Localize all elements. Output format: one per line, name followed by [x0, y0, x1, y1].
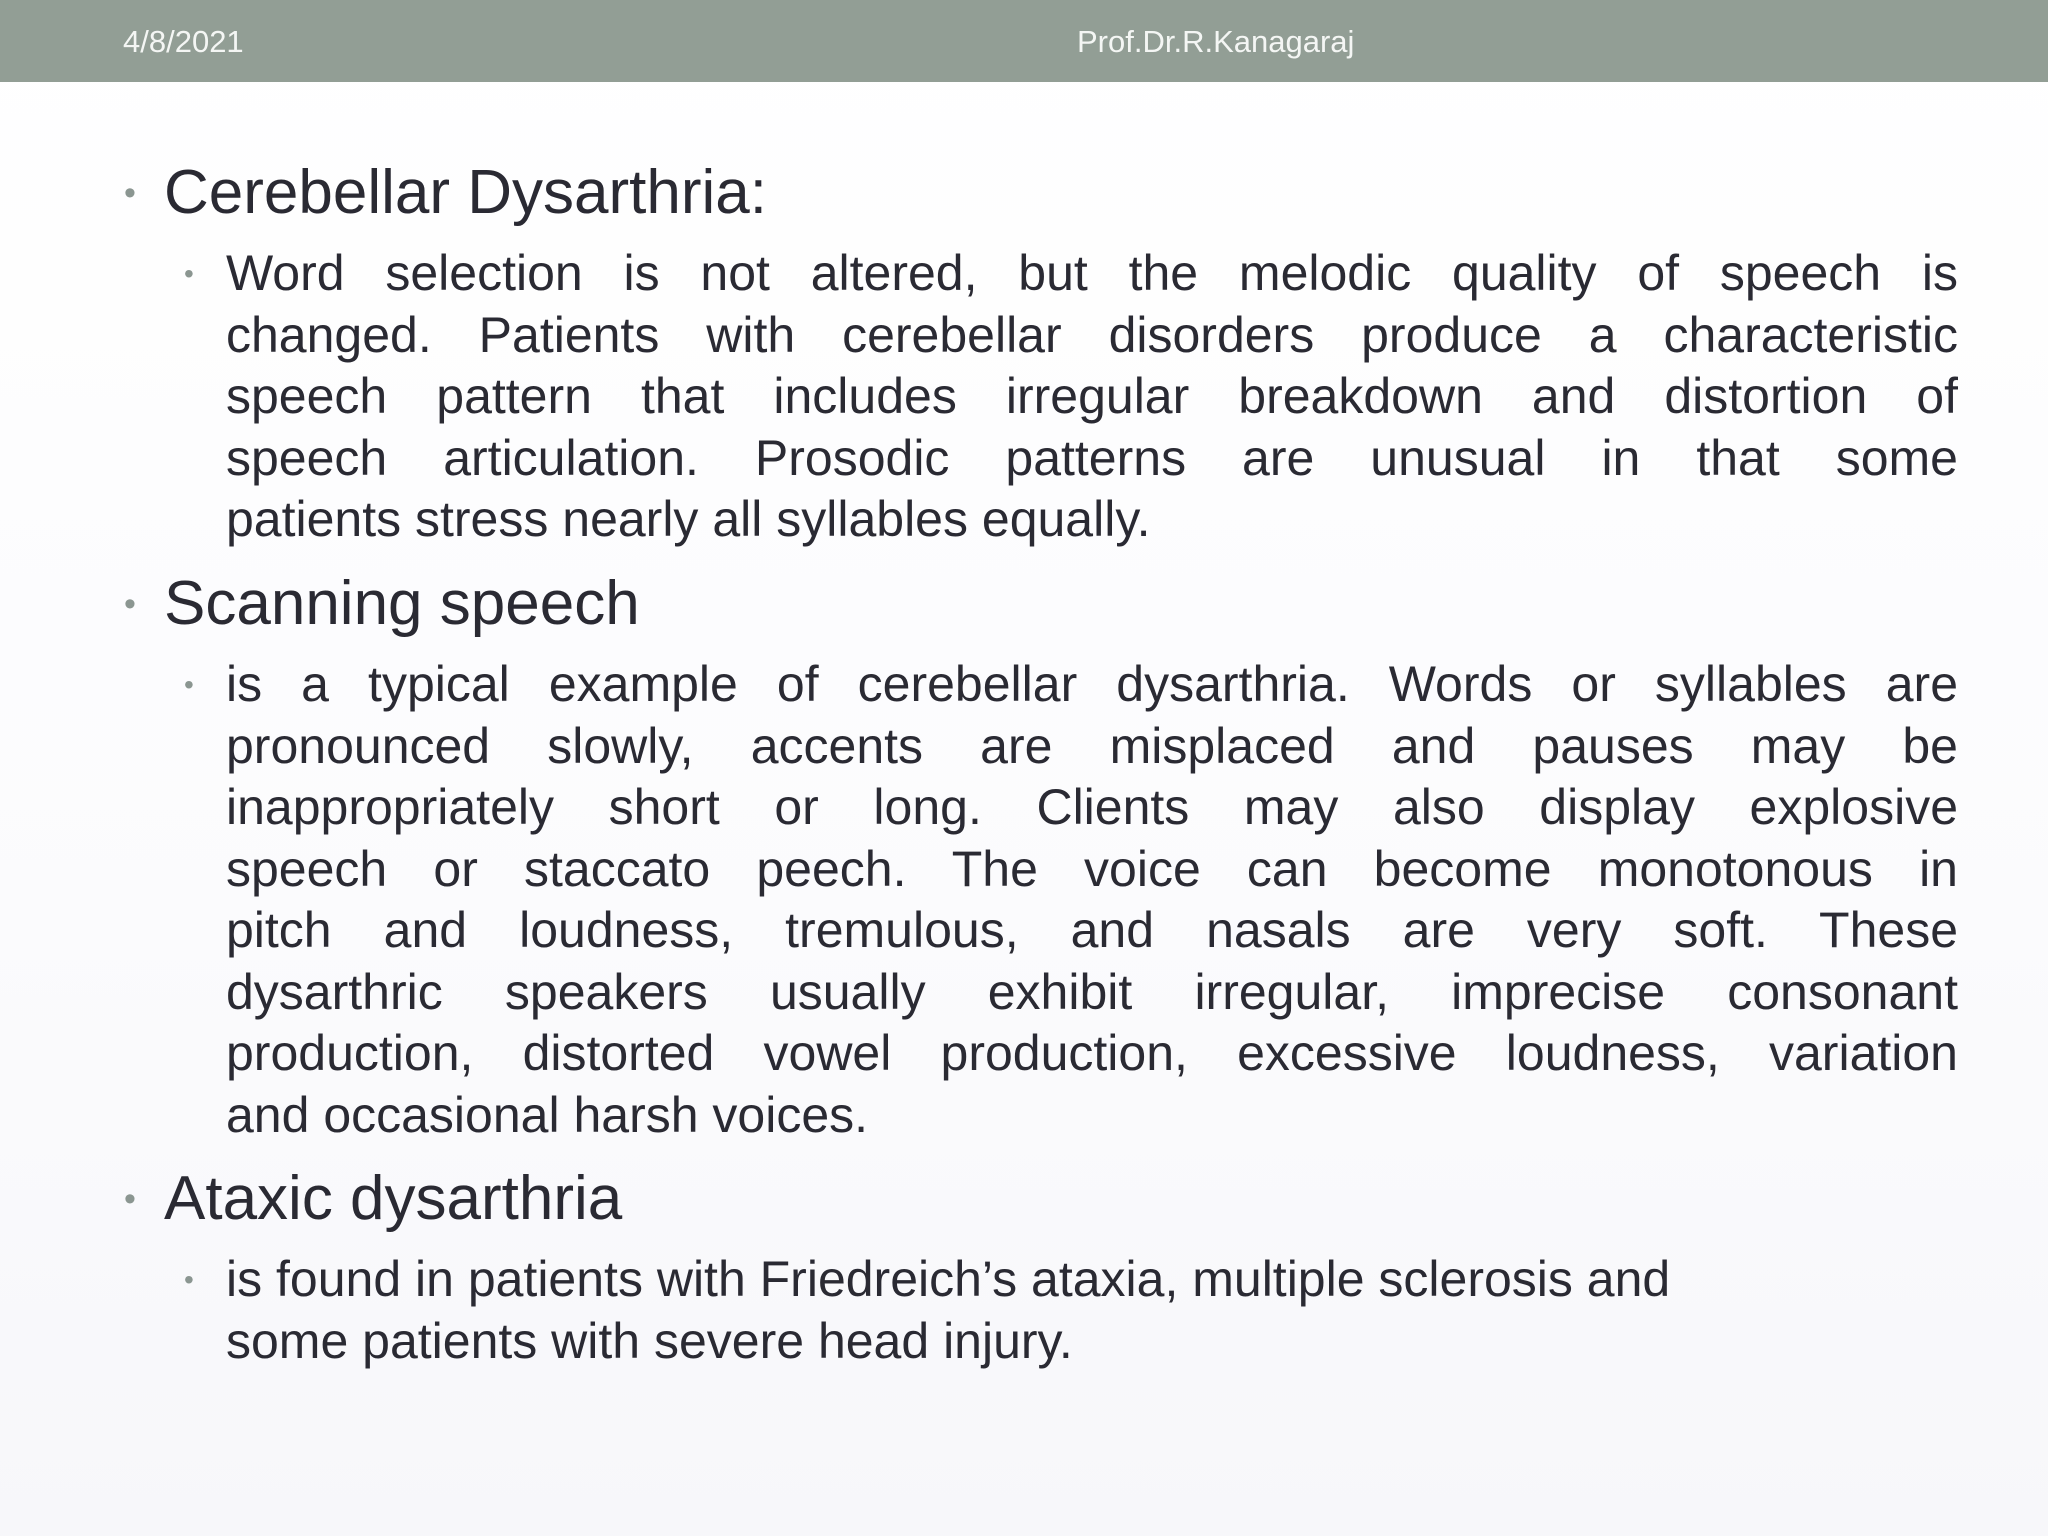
heading-cerebellar-dysarthria: Cerebellar Dysarthria:	[164, 158, 767, 227]
body-paragraph	[226, 1249, 1958, 1372]
slide-author: Prof.Dr.R.Kanagaraj	[1077, 24, 1355, 59]
body-line: speech pattern that includes irregular breakdown and distortion of	[226, 368, 1958, 424]
heading-scanning-speech: Scanning speech	[164, 569, 640, 638]
body-line: production, distorted vowel production, excessive loudness, variation	[226, 1025, 1958, 1081]
sub-bullet-icon: •	[184, 669, 194, 700]
sub-bullet-icon: •	[184, 1264, 194, 1295]
body-line: Word selection is not altered, but the melodic quality of speech is	[226, 245, 1958, 301]
body-line: pitch and loudness, tremulous, and nasals are very soft. These	[226, 902, 1958, 958]
body-paragraph	[226, 654, 1958, 1146]
body-line: patients stress nearly all syllables equally.	[226, 491, 1151, 547]
body-line: some patients with severe head injury.	[226, 1312, 1073, 1369]
body-line: changed. Patients with cerebellar disorders produce a characteristic	[226, 306, 1958, 363]
section-heading	[0, 156, 2048, 230]
slide-date: 4/8/2021	[123, 24, 244, 59]
body-line: speech or staccato peech. The voice can become monotonous in	[226, 840, 1958, 897]
body-line: dysarthric speakers usually exhibit irregular, imprecise consonant	[226, 963, 1958, 1020]
body-line: and occasional harsh voices.	[226, 1086, 869, 1143]
bullet-icon: •	[124, 1180, 136, 1218]
sub-bullet-icon: •	[184, 258, 194, 289]
body-line: is found in patients with Friedreich’s ataxia, multiple sclerosis and	[226, 1251, 1671, 1307]
section-heading	[0, 1162, 2048, 1236]
body-line: inappropriately short or long. Clients may also display explosive	[226, 779, 1958, 835]
bullet-icon: •	[124, 585, 136, 623]
body-line: speech articulation. Prosodic patterns are unusual in that some	[226, 429, 1958, 486]
heading-ataxic-dysarthria: Ataxic dysarthria	[164, 1164, 623, 1233]
section-heading	[0, 567, 2048, 641]
body-paragraph	[226, 243, 1958, 551]
body-line: pronounced slowly, accents are misplaced and pauses may be	[226, 717, 1958, 774]
bullet-icon: •	[124, 174, 136, 212]
body-line: is a typical example of cerebellar dysarthria. Words or syllables are	[226, 656, 1958, 712]
